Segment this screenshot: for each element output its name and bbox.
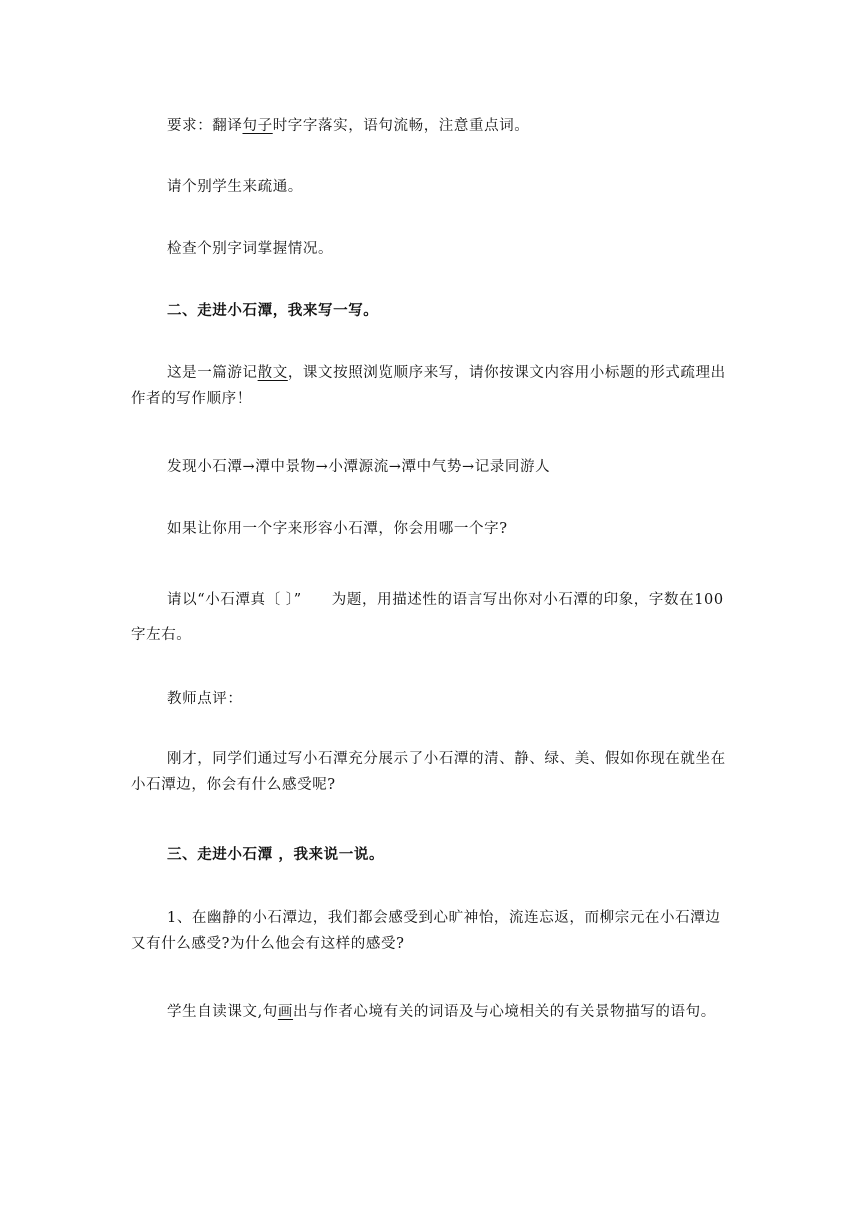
writing-task-text: 为题，用描述性的语言写出你对小石潭的印象，字数在100字左右。 (131, 592, 724, 643)
travel-essay-text-rest: ，课文按照浏览顺序来写，请你按课文内容用小标题的形式疏理出作者的写作顺序！ (131, 365, 726, 407)
section-heading-2: 二、走进小石潭，我来写一写。 (167, 302, 379, 319)
paragraph-writing-order: 发现小石潭→潭中景物→小潭源流→潭中气势→记录同游人 (167, 459, 551, 475)
writing-task-title: 请以“小石潭真〔 〕” (167, 592, 302, 608)
underlined-word: 句子 (242, 118, 273, 134)
paragraph-student-read: 请个别学生来疏通。 (167, 179, 303, 195)
paragraph-teacher-comment: 教师点评： (167, 691, 243, 707)
paragraph-writing-task (131, 583, 731, 653)
paragraph-one-word-question: 如果让你用一个字来形容小石潭，你会用哪一个字? (167, 521, 508, 537)
self-read-text: 学生自读课文,句 (167, 1004, 278, 1020)
requirement-text: 要求：翻译 (167, 118, 243, 134)
paragraph-self-read (131, 999, 731, 1025)
paragraph-feeling-question: 刚才，同学们通过写小石潭充分展示了小石潭的清、静、绿、美、假如你现在就坐在小石潭边，你会有什么感受呢? (131, 751, 726, 793)
self-read-text-rest: 出与作者心境有关的词语及与心境相关的有关景物描写的语句。 (293, 1004, 716, 1020)
requirement-text-rest: 时字字落实，语句流畅，注意重点词。 (272, 118, 530, 134)
travel-essay-text: 这是一篇游记 (167, 365, 258, 381)
paragraph-requirement (131, 113, 731, 139)
paragraph-author-feeling: 1、在幽静的小石潭边，我们都会感受到心旷神怡，流连忘返，而柳宗元在小石潭边又有什么感受?为什么他会有这样的感受? (131, 910, 721, 952)
paragraph-travel-essay (131, 360, 731, 412)
paragraph-check-words: 检查个别字词掌握情况。 (167, 241, 334, 257)
section-heading-3: 三、走进小石潭 ，我来说一说。 (167, 846, 385, 863)
underlined-word: 散文 (257, 365, 288, 381)
underlined-word: 画 (277, 1004, 294, 1020)
